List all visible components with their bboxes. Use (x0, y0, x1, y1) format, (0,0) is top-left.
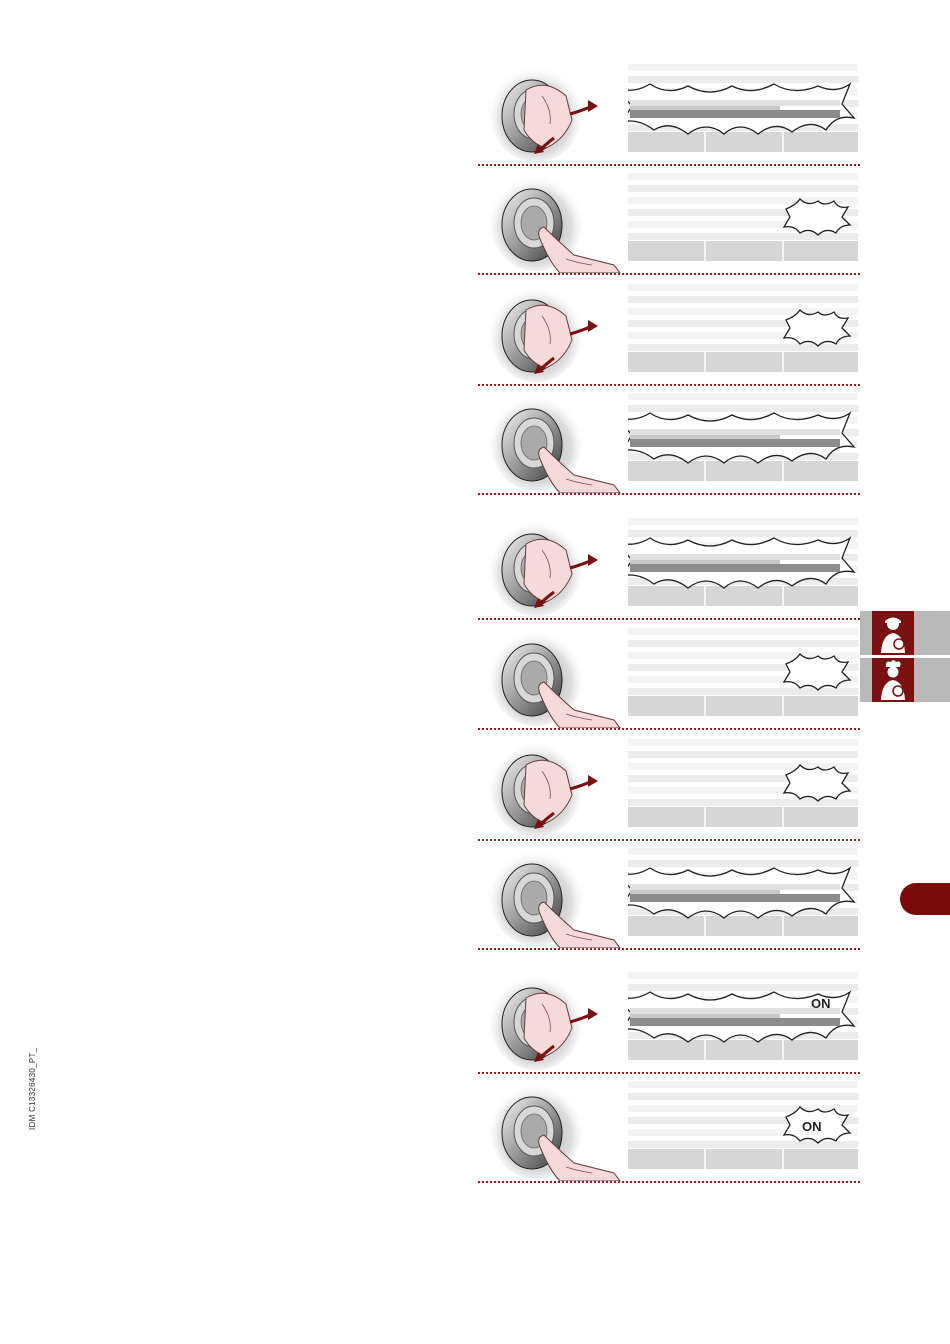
section-tab-2 (860, 658, 950, 704)
dotted-divider (478, 493, 860, 495)
display-screen-illustration (628, 280, 858, 380)
display-screen-illustration (628, 60, 858, 160)
dotted-divider (478, 1181, 860, 1183)
instruction-step (478, 278, 860, 386)
section-tab-1 (860, 611, 950, 657)
chef-person-icon (872, 658, 914, 702)
display-screen-illustration (628, 169, 858, 269)
display-screen-illustration (628, 844, 858, 944)
display-screen-illustration (628, 1077, 858, 1177)
instruction-step (478, 512, 860, 620)
instruction-step (478, 966, 860, 1074)
instruction-step (478, 842, 860, 950)
instruction-step (478, 1075, 860, 1183)
instruction-step (478, 167, 860, 275)
dotted-divider (478, 728, 860, 730)
dotted-divider (478, 948, 860, 950)
dotted-divider (478, 164, 860, 166)
display-screen-illustration (628, 968, 858, 1068)
dotted-divider (478, 839, 860, 841)
display-screen-illustration (628, 389, 858, 489)
dotted-divider (478, 384, 860, 386)
on-label: ON (811, 996, 831, 1011)
document-code: IDM C13326430_PT_ (28, 1047, 37, 1130)
instruction-step (478, 58, 860, 166)
dotted-divider (478, 618, 860, 620)
display-screen-illustration (628, 735, 858, 835)
on-label: ON (802, 1119, 822, 1134)
dotted-divider (478, 1072, 860, 1074)
driver-person-icon (872, 611, 914, 655)
instruction-step (478, 387, 860, 495)
instruction-step (478, 733, 860, 841)
display-screen-illustration (628, 514, 858, 614)
display-screen-illustration (628, 624, 858, 724)
dotted-divider (478, 273, 860, 275)
page-tab-marker (900, 883, 950, 915)
instruction-step (478, 622, 860, 730)
